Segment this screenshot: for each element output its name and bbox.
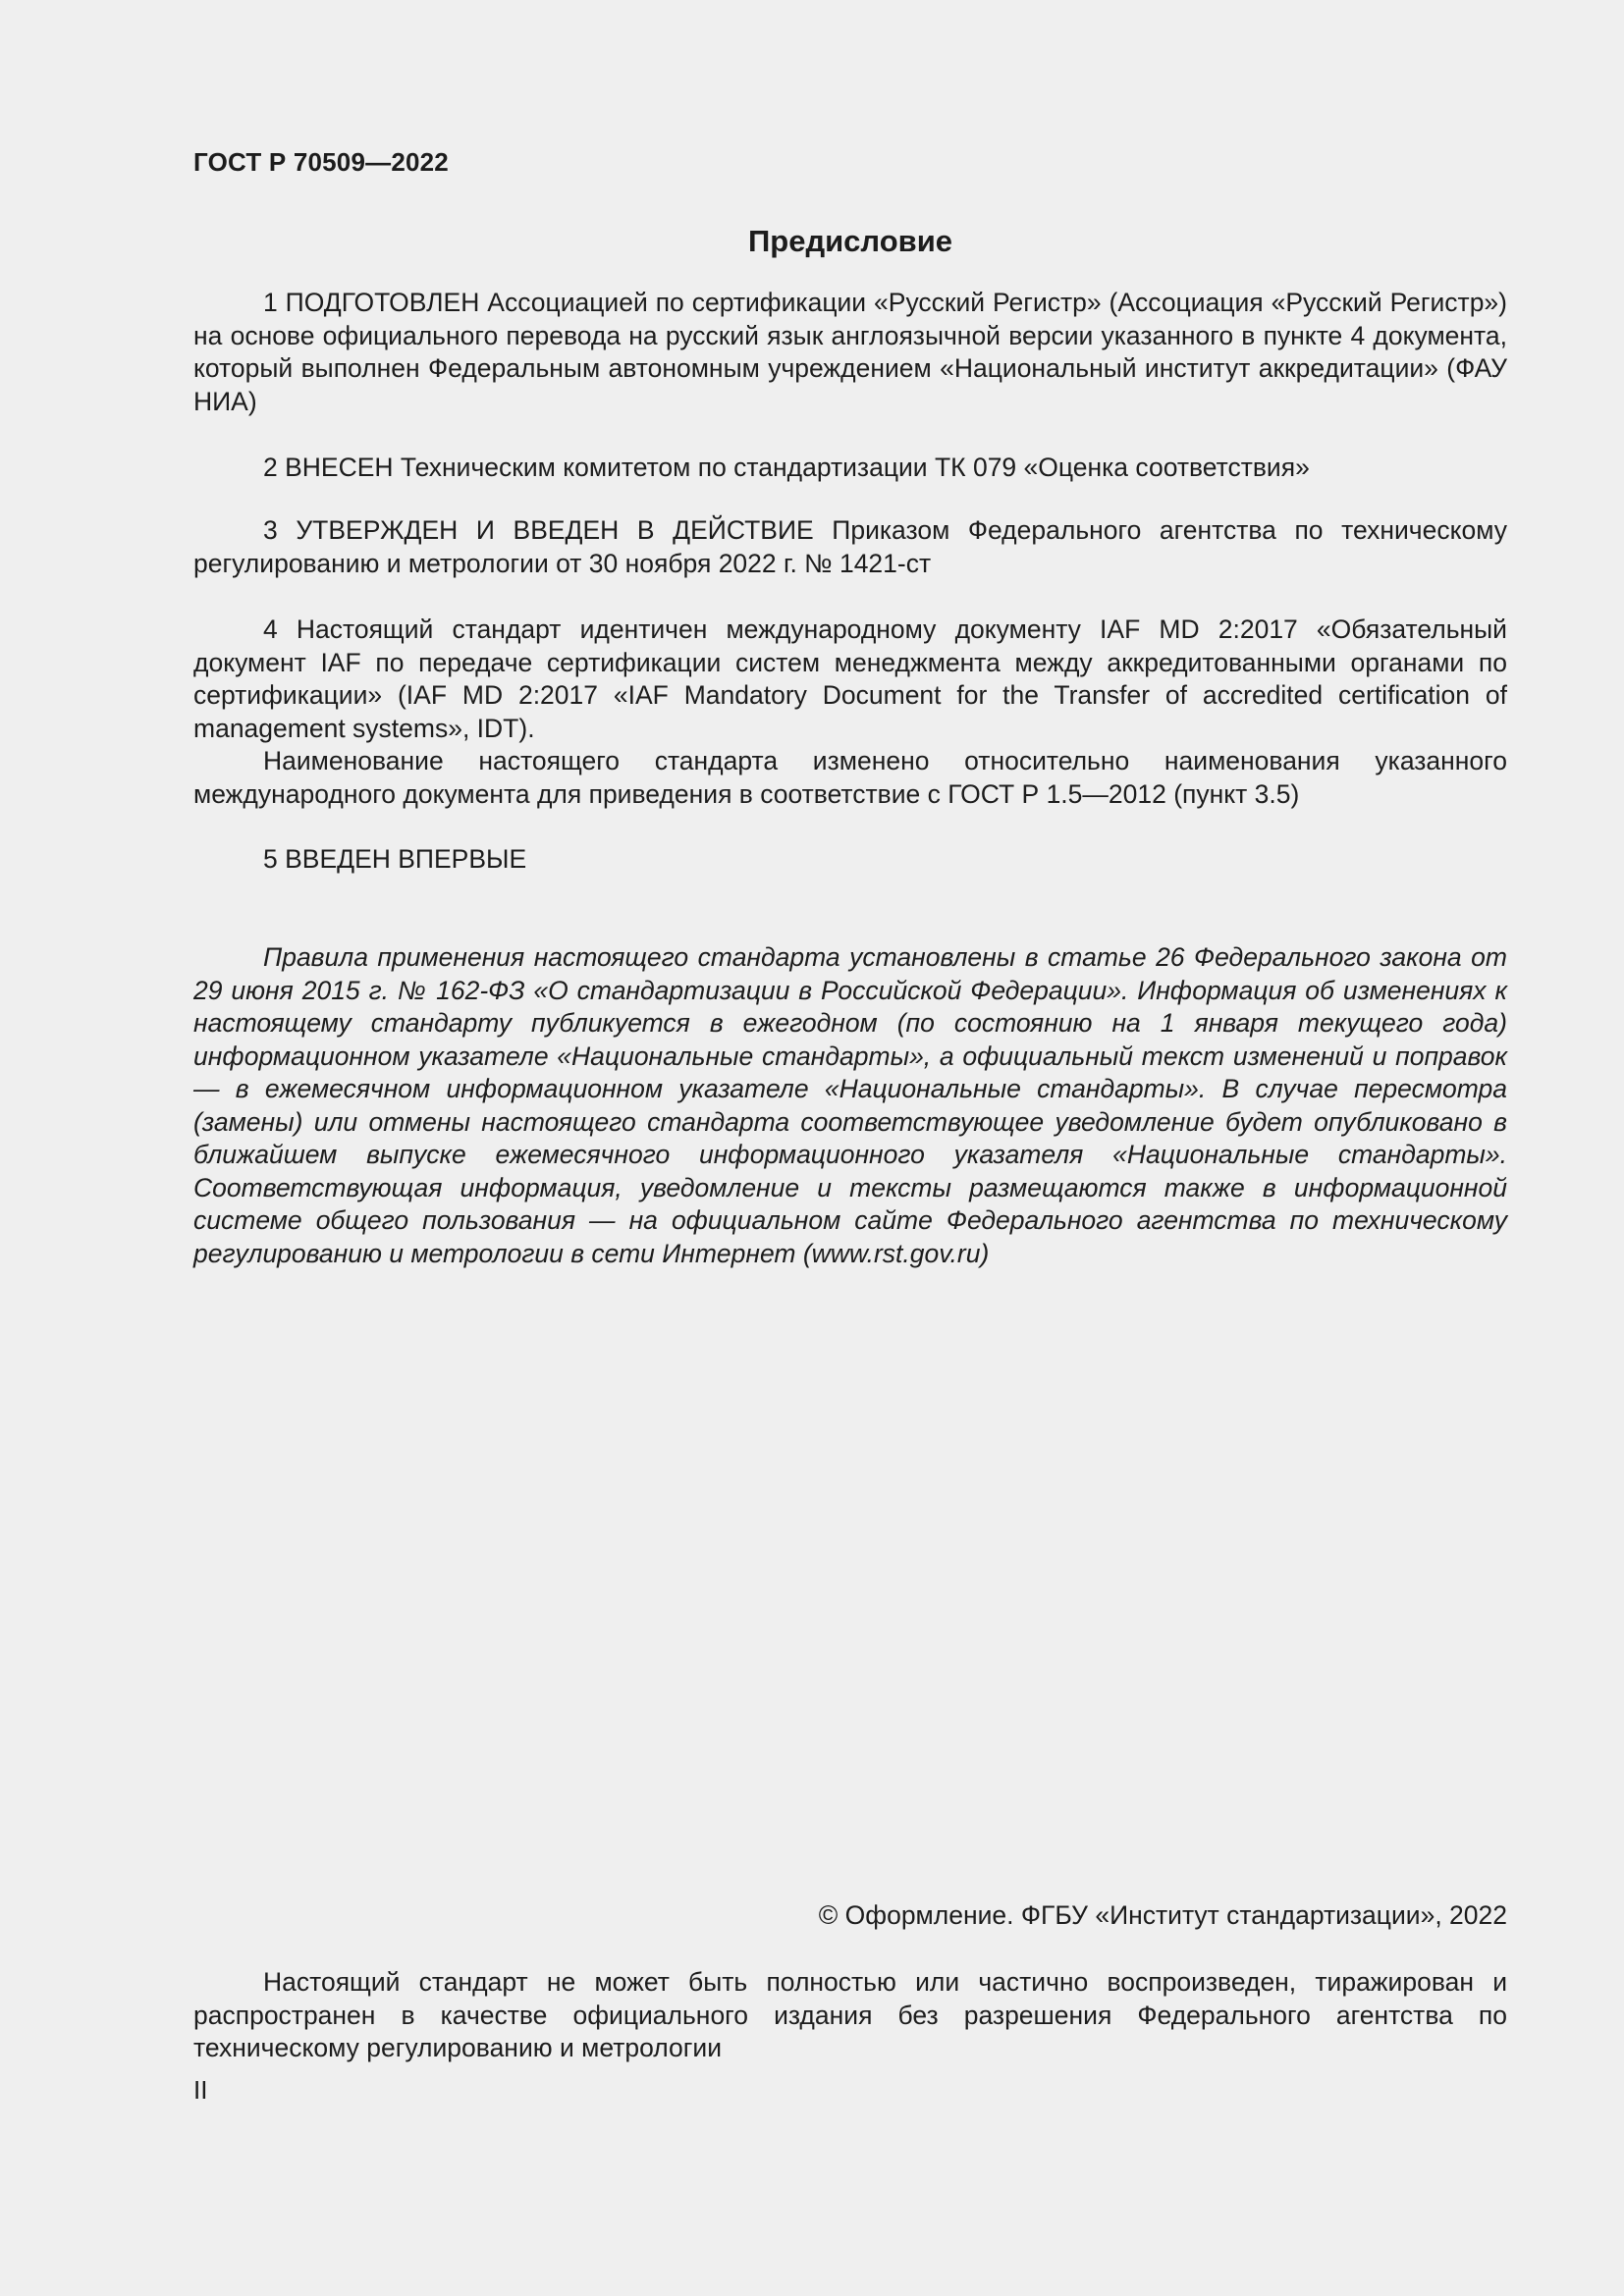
reproduction-notice: Настоящий стандарт не может быть полностью или частично воспроизведен, тиражирован и распространен в качестве официального издания без разрешения Федерального агентства по техническому регулированию и метрологии [193, 1967, 1507, 2062]
document-code: ГОСТ Р 70509—2022 [193, 147, 449, 177]
paragraph-4-note: Наименование настоящего стандарта изменено относительно наименования указанного международного документа для приведения в соответствие с ГОСТ Р 1.5—2012 (пункт 3.5) [193, 746, 1507, 809]
paragraph-4: 4 Настоящий стандарт идентичен международному документу IAF MD 2:2017 «Обязательный документ IAF по передаче сертификации систем менеджмента между аккредитованными органами по сертификации» (IAF MD 2:2017 «IAF Mandatory Document for the Transfer of accredited certification of management systems», IDT). [193, 614, 1507, 743]
copyright-notice: © Оформление. ФГБУ «Институт стандартизации», 2022 [818, 1900, 1507, 1930]
paragraph-5: 5 ВВЕДЕН ВПЕРВЫЕ [263, 844, 527, 874]
page-title: Предисловие [747, 224, 952, 258]
paragraph-1: 1 ПОДГОТОВЛЕН Ассоциацией по сертификации «Русский Регистр» (Ассоциация «Русский Регистр») на основе официального перевода на русский язык англоязычной версии указанного в пункте 4 документа, который выполнен Федеральным автономным учреждением «Национальный институт аккредитации» (ФАУ НИА) [193, 288, 1507, 416]
rules-of-application: Правила применения настоящего стандарта установлены в статье 26 Федерального закона от 29 июня 2015 г. № 162-ФЗ «О стандартизации в Российской Федерации». Информация об изменениях к настоящему стандарту публикуется в ежегодном (по состоянию на 1 января текущего года) информационном указателе «Национальные стандарты», а официальный текст изменений и поправок — в ежемесячном информационном указателе «Национальные стандарты». В случае пересмотра (замены) или отмены настоящего стандарта соответствующее уведомление будет опубликовано в ближайшем выпуске ежемесячного информационного указателя «Национальные стандарты». Соответствующая информация, уведомление и тексты размещаются также в информационной системе общего пользования — на официальном сайте Федерального агентства по техническому регулированию и метрологии в сети Интернет (www.rst.gov.ru) [193, 942, 1507, 1268]
page-number: II [193, 2075, 208, 2105]
paragraph-2: 2 ВНЕСЕН Техническим комитетом по стандартизации ТК 079 «Оценка соответствия» [263, 453, 1310, 482]
paragraph-3: 3 УТВЕРЖДЕН И ВВЕДЕН В ДЕЙСТВИЕ Приказом Федерального агентства по техническому регулированию и метрологии от 30 ноября 2022 г. № 1421-ст [193, 515, 1507, 578]
